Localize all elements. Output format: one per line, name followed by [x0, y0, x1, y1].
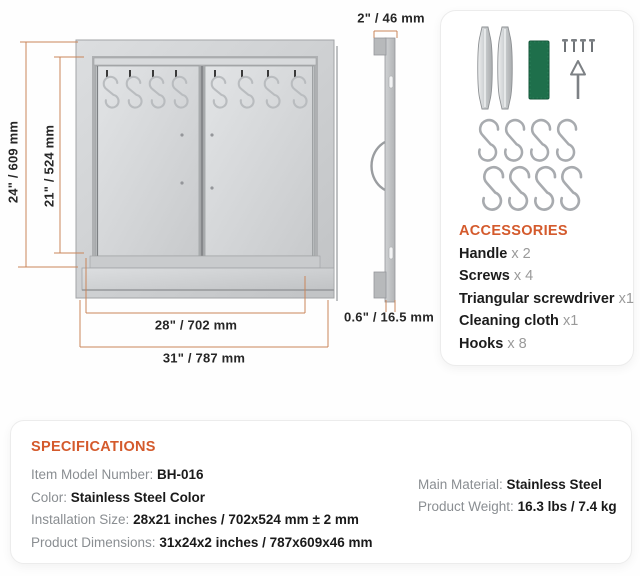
hanging-rail [94, 58, 316, 65]
spec-value: Stainless Steel [506, 476, 602, 492]
side-handle-arc [372, 142, 386, 190]
accessory-qty: x 4 [513, 268, 534, 284]
triangular-screwdriver-icon [571, 61, 585, 99]
accessory-qty: x1 [618, 290, 634, 307]
accessory-item [459, 268, 623, 284]
side-flange-top [374, 38, 386, 55]
accessories-illustration [441, 11, 631, 216]
door-sill-inner [90, 256, 320, 268]
cleaning-cloth-icon [529, 41, 549, 99]
accessory-label: Screws [459, 268, 510, 284]
dimension-label-height-outer: 24" / 609 mm [5, 120, 21, 204]
specifications-card [10, 420, 632, 564]
side-flange-bottom [374, 272, 386, 298]
dimension-label-depth: 2" / 46 mm [357, 10, 425, 26]
spec-value: BH-016 [157, 467, 204, 482]
spec-label: Installation Size: [31, 512, 134, 527]
accessory-qty: x 8 [507, 335, 527, 352]
spec-label: Color: [31, 489, 71, 505]
accessory-item [459, 313, 623, 329]
accessory-item [459, 336, 623, 352]
door-sill-outer [82, 268, 334, 290]
accessory-item [459, 246, 623, 262]
accessory-label: Hooks [459, 335, 504, 352]
accessory-item [459, 290, 634, 307]
dimension-label-height-inner: 21" / 524 mm [41, 124, 57, 208]
side-slot-bottom [389, 247, 393, 259]
handle-icon [478, 27, 493, 109]
accessory-qty: x 2 [511, 245, 531, 262]
spec-value: Stainless Steel Color [70, 489, 206, 505]
door-front-view [76, 40, 337, 301]
spec-value: 31x24x2 inches / 787x609x46 mm [159, 534, 373, 550]
side-slot-top [389, 76, 393, 88]
dimension-label-thickness: 0.6" / 16.5 mm [344, 309, 434, 325]
spec-label: Product Weight: [418, 499, 518, 514]
specifications-title: SPECIFICATIONS [31, 439, 156, 455]
door-side-view [372, 38, 396, 302]
accessory-qty: x1 [562, 313, 579, 329]
dimension-label-width-outer: 31" / 787 mm [162, 350, 246, 366]
accessories-card [440, 10, 634, 366]
spec-row-installation-size [31, 512, 619, 527]
spec-label: Main Material: [418, 476, 507, 492]
spec-label: Item Model Number: [31, 467, 158, 482]
spec-value: 28x21 inches / 702x524 mm ± 2 mm [133, 512, 359, 527]
accessories-list [459, 223, 634, 352]
door-technical-drawing [0, 0, 440, 400]
specifications-right-column [418, 469, 617, 514]
spec-label: Product Dimensions: [31, 534, 160, 550]
handle-icon [498, 27, 513, 109]
spec-row-material [418, 477, 617, 492]
accessories-title: ACCESSORIES [459, 223, 568, 239]
dimension-label-width-inner: 28" / 702 mm [154, 317, 238, 333]
s-hooks-icons [479, 120, 581, 209]
accessory-label: Triangular screwdriver [459, 290, 615, 307]
spec-row-weight [418, 499, 617, 514]
accessory-label: Handle [459, 245, 508, 262]
accessory-label: Cleaning cloth [459, 313, 559, 329]
spec-row-product-dimensions [31, 535, 619, 550]
screw-icon [562, 39, 595, 52]
spec-value: 16.3 lbs / 7.4 kg [517, 499, 617, 514]
